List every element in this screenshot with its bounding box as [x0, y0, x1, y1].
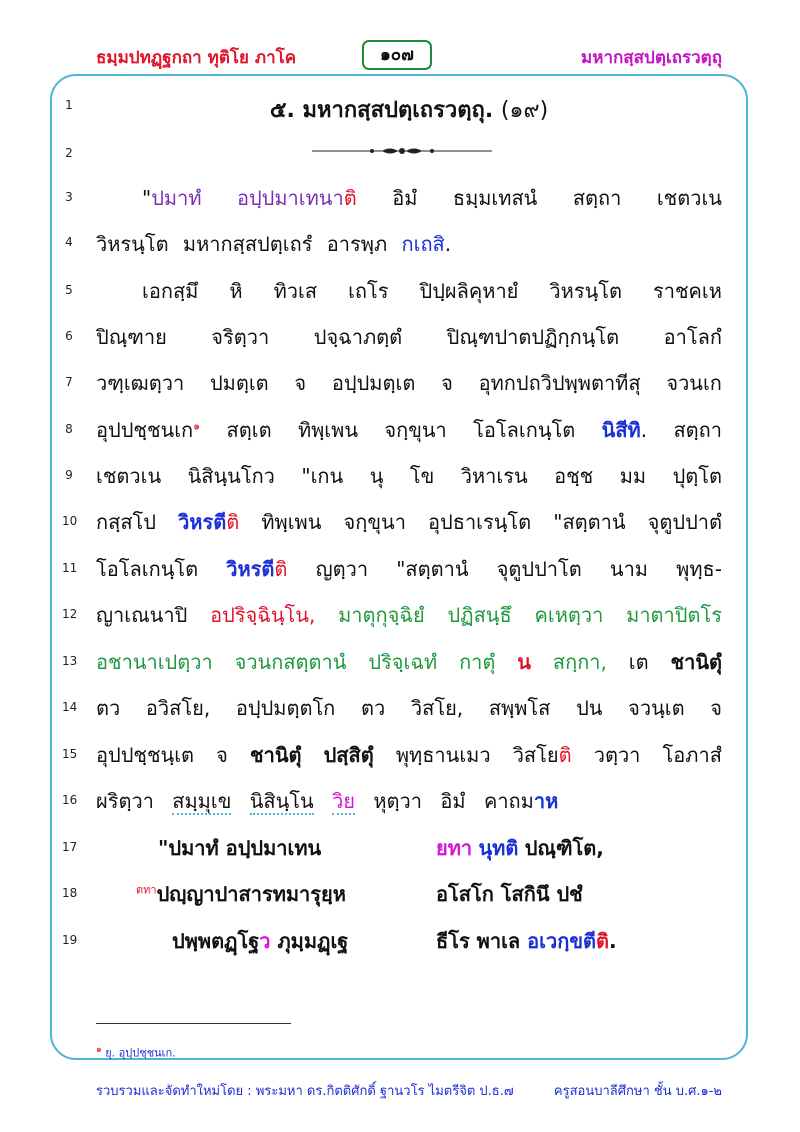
prose-line	[96, 275, 722, 307]
word: น	[517, 650, 531, 674]
word: มหากสฺสปตฺเถรํ	[182, 232, 313, 256]
word: ปมตฺเต	[209, 371, 269, 395]
prose-line	[96, 414, 722, 446]
word: อุปปชฺชนเก$^๑$	[96, 418, 201, 442]
word: ปฏิสนฺธึ	[447, 603, 512, 627]
footnote	[96, 1042, 176, 1062]
word: จริตฺวา	[211, 325, 270, 349]
line-number: 18	[62, 886, 78, 900]
line-number: 14	[62, 700, 78, 714]
verse-line-a: "ปมาทํ อปฺปมาเทน	[158, 836, 322, 860]
line-number: 8	[65, 422, 73, 436]
word: คาถมาห	[483, 789, 559, 813]
word: อปฺปมตฺตโก	[235, 696, 336, 720]
line-number: 10	[62, 514, 78, 528]
word: วิหรนฺโต	[549, 279, 622, 303]
verse-line-b: อโสโก โสกินึ ปชํ	[436, 882, 583, 906]
prose-line	[96, 553, 722, 585]
word: วิสโย,	[410, 696, 464, 720]
word: ธมฺมเทสนํ	[452, 186, 538, 210]
word: วิหรตีติ	[178, 510, 240, 534]
word: อชานาเปตฺวา	[96, 650, 213, 674]
prose-line	[96, 367, 722, 399]
word: พุทฺธ-	[676, 557, 722, 581]
prose-line	[96, 228, 722, 260]
word: ญาเณนาปิ	[96, 603, 188, 627]
word: นุ	[369, 464, 384, 488]
prose-line	[96, 599, 722, 631]
story-number: (๑๙)	[500, 98, 549, 123]
page-number: ๑๐๗	[362, 40, 432, 70]
word: ปจฺฉาภตฺตํ	[313, 325, 403, 349]
footnote-marker: ๑	[96, 1045, 102, 1055]
word: กาตุํ	[459, 650, 496, 674]
line-number: 11	[62, 561, 78, 575]
line-number: 6	[65, 329, 73, 343]
word: มาตาปิตโร	[626, 603, 722, 627]
word: ปิปฺผลิคุหายํ	[419, 279, 519, 303]
story-title-text: ๕. มหากสฺสปตฺเถรวตฺถุ.	[269, 98, 494, 123]
line-number: 15	[62, 747, 78, 761]
decorative-divider-icon	[312, 146, 492, 156]
footnote-text: ยุ. อุปฺปชฺชนเก.	[105, 1046, 176, 1060]
word: อวิสโย,	[145, 696, 211, 720]
line-number: 19	[62, 933, 78, 947]
prose-line	[96, 739, 722, 771]
verse-note: ตทา	[136, 883, 157, 897]
word: ปุตฺโต	[672, 464, 722, 488]
prose-line	[96, 321, 722, 353]
word: อปฺปมาเทนาติ	[236, 186, 357, 210]
word: มาตุกุจฺฉิยํ	[338, 603, 425, 627]
word: โอภาสํ	[662, 743, 722, 767]
running-header-right: มหากสฺสปตฺเถรวตฺถุ	[581, 48, 722, 68]
word: กสฺสโป	[96, 510, 156, 534]
word: ชานิตุํ	[250, 743, 302, 767]
word: โอโลเกนฺโต	[473, 418, 576, 442]
word: อารพฺภ	[326, 232, 388, 256]
word: อิมํ	[392, 186, 418, 210]
line-number: 7	[65, 375, 73, 389]
word: อชฺช	[554, 464, 594, 488]
word: จ	[710, 696, 722, 720]
word: สตฺถา	[673, 418, 722, 442]
verse-line-a: ปพฺพตฏฺโฐว ภุมฺมฏฺเฐ	[172, 929, 349, 953]
word: ราชคเห	[653, 279, 722, 303]
word: เชตวเน	[96, 464, 162, 488]
word: โข	[409, 464, 435, 488]
word: วตฺวา	[593, 743, 641, 767]
line-number: 9	[65, 468, 73, 482]
word: ญตฺวา	[315, 557, 369, 581]
line-number: 2	[65, 146, 73, 160]
word: วิหรตีติ	[226, 557, 288, 581]
word: ตว	[360, 696, 386, 720]
word: จ	[294, 371, 307, 395]
word: หุตฺวา	[373, 789, 423, 813]
word: นาม	[609, 557, 648, 581]
line-number: 3	[65, 190, 73, 204]
line-number: 17	[62, 840, 78, 854]
word: ทิวเส	[273, 279, 318, 303]
prose-line	[96, 460, 722, 492]
word: จวนเก	[666, 371, 722, 395]
word: เถโร	[348, 279, 389, 303]
word: วิหาเรน	[460, 464, 528, 488]
verse-line-a: $^{ตทา}$ปญฺญาปาสารทมารุยฺห	[136, 882, 346, 906]
word: พุทฺธานเมว	[395, 743, 491, 767]
verse-line-b: ธีโร พาเล อเวกฺขตีติ.	[436, 929, 617, 953]
word: ทิพฺเพน	[297, 418, 358, 442]
word: มม	[619, 464, 647, 488]
word: สตฺถา	[572, 186, 622, 210]
word: ปน	[576, 696, 603, 720]
word: จวนฺเต	[628, 696, 685, 720]
word: "ปมาทํ	[142, 186, 202, 210]
word: อุปธาเรนฺโต	[428, 510, 532, 534]
word: วฑฺเฒตฺวา	[96, 371, 185, 395]
word: จกฺขุนา	[343, 510, 406, 534]
word: เต	[628, 650, 649, 674]
word: ปสฺสิตุํ	[323, 743, 374, 767]
word: อาโลกํ	[663, 325, 722, 349]
word: หิ	[229, 279, 243, 303]
word: โอโลเกนฺโต	[96, 557, 199, 581]
footer-course: ครูสอนบาลีศึกษา ชั้น บ.ศ.๑-๒	[553, 1084, 722, 1099]
line-number: 12	[62, 607, 78, 621]
prose-line	[96, 506, 722, 538]
word: ตว	[96, 696, 121, 720]
word: "เกน	[301, 464, 344, 488]
prose-line	[96, 646, 722, 678]
word: จุตูปปาโต	[496, 557, 582, 581]
word: จ	[441, 371, 453, 395]
word: ปิณฺฑาย	[96, 325, 167, 349]
word: เชตวเน	[656, 186, 722, 210]
verse-line-b: ยทา นุทติ ปณฺฑิโต,	[436, 836, 604, 860]
line-number: 16	[62, 793, 78, 807]
word: ปริจฺเฉทํ	[368, 650, 438, 674]
story-title	[96, 92, 722, 127]
word: อิมํ	[440, 789, 466, 813]
word: วิหรนฺโต	[96, 232, 169, 256]
footnote-rule	[96, 1023, 291, 1024]
word: นิสินฺโน	[249, 789, 314, 813]
word: ทิพฺเพน	[261, 510, 322, 534]
line-number: 5	[65, 283, 73, 297]
word: อุปปชฺชนฺเต	[96, 743, 195, 767]
word: อปฺปมตฺเต	[331, 371, 416, 395]
word: "สตฺตานํ	[553, 510, 626, 534]
word: นิสินฺนโกว	[187, 464, 275, 488]
word: คเหตฺวา	[534, 603, 604, 627]
word: สตฺเต	[226, 418, 272, 442]
word: นิสีทิ.	[601, 418, 648, 442]
word: จกฺขุนา	[384, 418, 447, 442]
running-header-left: ธมฺมปทฏฺฐกถา ทุติโย ภาโค	[96, 48, 297, 68]
prose-line	[96, 692, 722, 724]
word: ผริตฺวา	[96, 789, 154, 813]
word: จุตูปปาตํ	[647, 510, 722, 534]
word: สพฺพโส	[488, 696, 551, 720]
word: "สตฺตานํ	[396, 557, 469, 581]
word: กเถสิ.	[401, 232, 452, 256]
word: อปริจฺฉินฺโน,	[210, 603, 316, 627]
word: วิย	[332, 789, 356, 813]
word: ปิณฺฑปาตปฏิกฺกนฺโต	[446, 325, 620, 349]
word: สมฺมุเข	[172, 789, 232, 813]
footer-credit: รวบรวมและจัดทำใหม่โดย : พระมหา ดร.กิตติศักดิ์ ฐานวโร ไมตรีจิต ป.ธ.๗	[96, 1084, 514, 1099]
footnote-marker: ๑	[193, 419, 201, 433]
word: จ	[216, 743, 228, 767]
line-number: 1	[65, 98, 73, 112]
word: วิสโยติ	[512, 743, 572, 767]
line-number: 4	[65, 235, 73, 249]
word: อุทกปถวิปพฺพตาทีสุ	[478, 371, 641, 395]
word: เอกสฺมึ	[142, 279, 199, 303]
word: ชานิตุํ	[670, 650, 722, 674]
word: จวนกสตฺตานํ	[234, 650, 347, 674]
word: สกฺกา,	[552, 650, 607, 674]
prose-line	[96, 785, 722, 817]
prose-line	[96, 182, 722, 214]
line-number: 13	[62, 654, 78, 668]
